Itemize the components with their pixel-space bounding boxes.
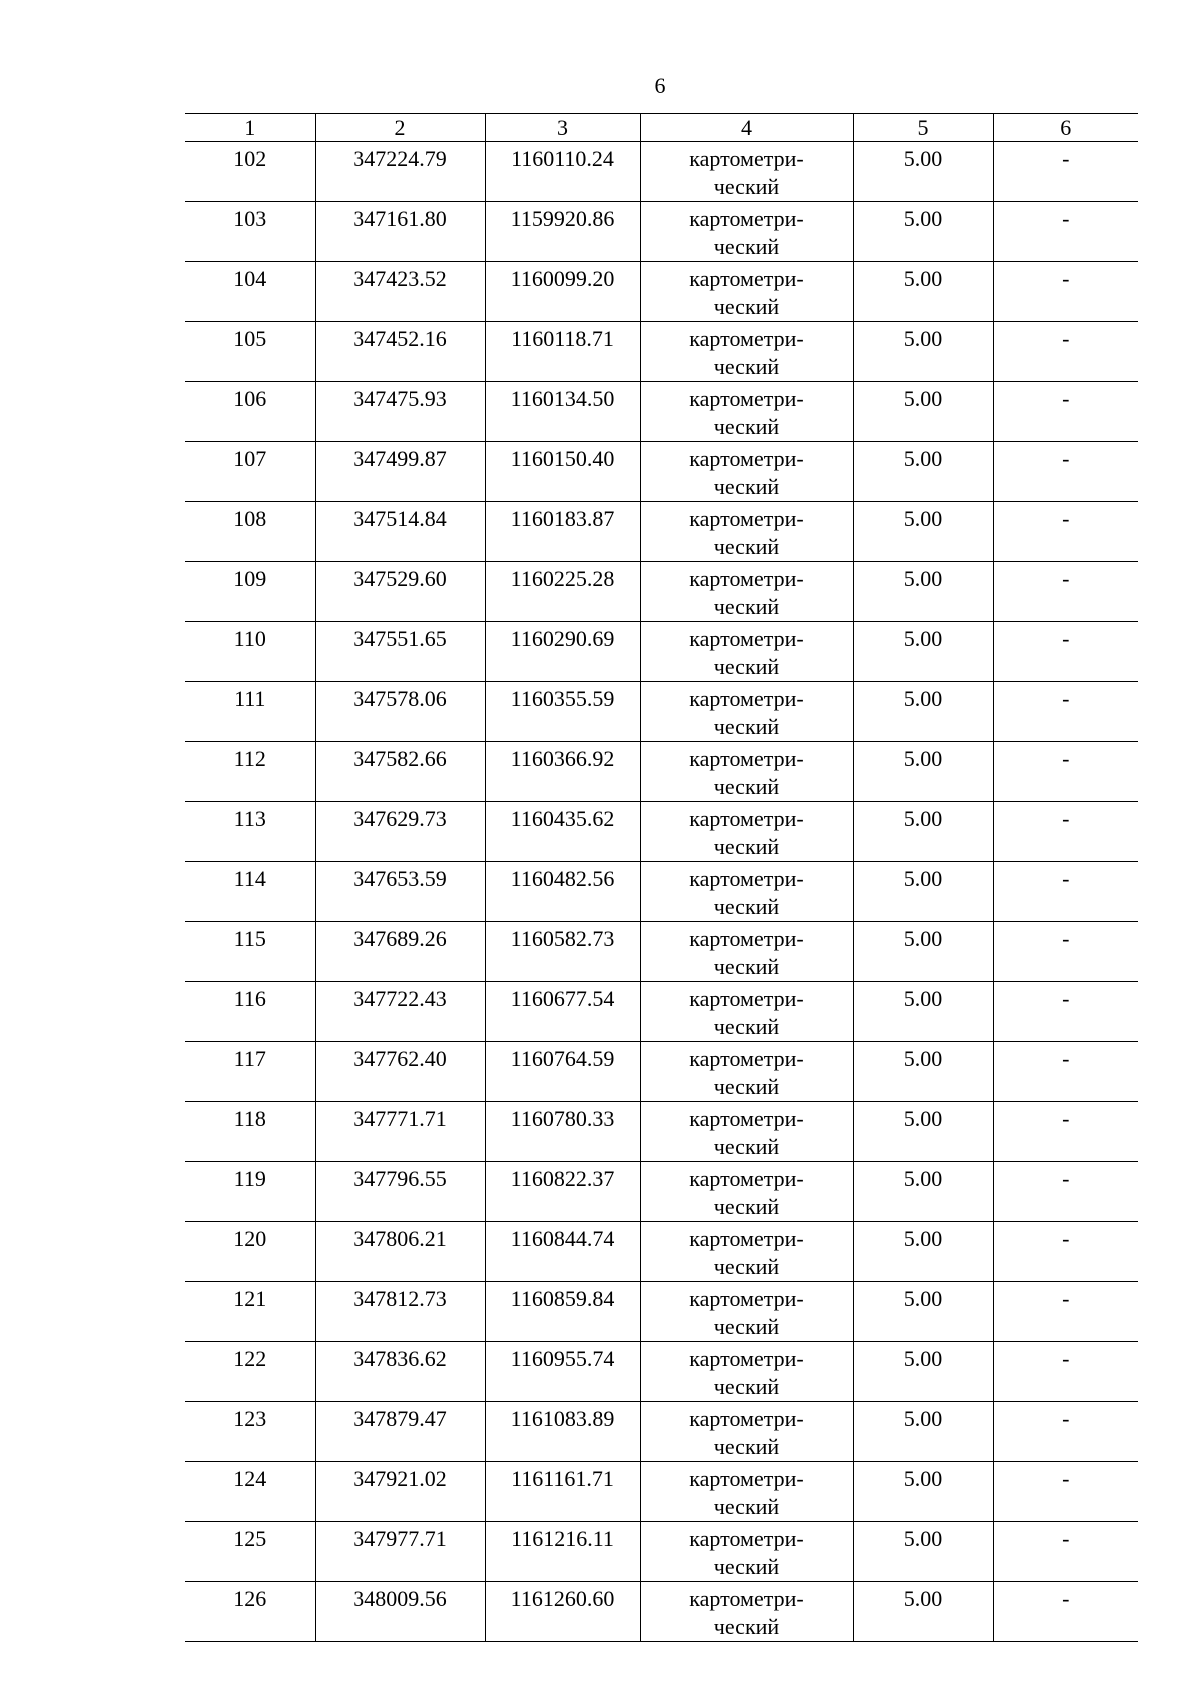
point-number-cell: 117 — [185, 1042, 315, 1102]
method-line-2: ческий — [713, 1494, 780, 1519]
table-row — [185, 262, 1138, 322]
method-line-1: картометри- — [689, 746, 804, 771]
method-line-2: ческий — [713, 594, 780, 619]
method-cell — [640, 1522, 853, 1582]
accuracy-cell: 5.00 — [853, 862, 993, 922]
y-coordinate-cell: 1160118.71 — [485, 322, 640, 382]
table-row — [185, 142, 1138, 202]
column-header: 1 — [185, 114, 315, 142]
method-cell — [640, 262, 853, 322]
method-cell — [640, 1342, 853, 1402]
point-number-cell: 113 — [185, 802, 315, 862]
table-row — [185, 202, 1138, 262]
x-coordinate-cell: 347514.84 — [315, 502, 485, 562]
method-line-1: картометри- — [689, 1466, 804, 1491]
point-number-cell: 122 — [185, 1342, 315, 1402]
accuracy-cell: 5.00 — [853, 682, 993, 742]
x-coordinate-cell: 347812.73 — [315, 1282, 485, 1342]
method-line-2: ческий — [713, 1434, 780, 1459]
note-cell: - — [993, 802, 1138, 862]
note-cell: - — [993, 982, 1138, 1042]
note-cell: - — [993, 862, 1138, 922]
method-line-2: ческий — [713, 294, 780, 319]
table-row — [185, 742, 1138, 802]
method-line-1: картометри- — [689, 266, 804, 291]
method-line-2: ческий — [713, 1314, 780, 1339]
point-number-cell: 124 — [185, 1462, 315, 1522]
method-cell — [640, 742, 853, 802]
method-cell — [640, 862, 853, 922]
table-row — [185, 1222, 1138, 1282]
method-cell — [640, 442, 853, 502]
accuracy-cell: 5.00 — [853, 1402, 993, 1462]
y-coordinate-cell: 1160355.59 — [485, 682, 640, 742]
method-line-1: картометри- — [689, 806, 804, 831]
column-header: 2 — [315, 114, 485, 142]
x-coordinate-cell: 347921.02 — [315, 1462, 485, 1522]
note-cell: - — [993, 1102, 1138, 1162]
x-coordinate-cell: 347796.55 — [315, 1162, 485, 1222]
note-cell: - — [993, 262, 1138, 322]
table-row — [185, 562, 1138, 622]
table-row — [185, 382, 1138, 442]
method-line-1: картометри- — [689, 986, 804, 1011]
method-line-1: картометри- — [689, 1166, 804, 1191]
point-number-cell: 115 — [185, 922, 315, 982]
accuracy-cell: 5.00 — [853, 562, 993, 622]
point-number-cell: 126 — [185, 1582, 315, 1642]
y-coordinate-cell: 1159920.86 — [485, 202, 640, 262]
note-cell: - — [993, 742, 1138, 802]
table-row — [185, 1522, 1138, 1582]
table-row — [185, 922, 1138, 982]
point-number-cell: 125 — [185, 1522, 315, 1582]
note-cell: - — [993, 1222, 1138, 1282]
point-number-cell: 103 — [185, 202, 315, 262]
method-line-2: ческий — [713, 714, 780, 739]
method-line-2: ческий — [713, 1074, 780, 1099]
method-line-2: ческий — [713, 534, 780, 559]
note-cell: - — [993, 202, 1138, 262]
table-row — [185, 322, 1138, 382]
y-coordinate-cell: 1160150.40 — [485, 442, 640, 502]
method-cell — [640, 322, 853, 382]
method-cell — [640, 1222, 853, 1282]
y-coordinate-cell: 1161216.11 — [485, 1522, 640, 1582]
method-line-2: ческий — [713, 1134, 780, 1159]
method-line-1: картометри- — [689, 1406, 804, 1431]
y-coordinate-cell: 1160955.74 — [485, 1342, 640, 1402]
x-coordinate-cell: 347629.73 — [315, 802, 485, 862]
note-cell: - — [993, 142, 1138, 202]
x-coordinate-cell: 347977.71 — [315, 1522, 485, 1582]
method-cell — [640, 682, 853, 742]
method-line-1: картометри- — [689, 386, 804, 411]
x-coordinate-cell: 348009.56 — [315, 1582, 485, 1642]
method-cell — [640, 562, 853, 622]
method-line-1: картометри- — [689, 926, 804, 951]
method-cell — [640, 922, 853, 982]
method-cell — [640, 1582, 853, 1642]
accuracy-cell: 5.00 — [853, 262, 993, 322]
accuracy-cell: 5.00 — [853, 442, 993, 502]
x-coordinate-cell: 347722.43 — [315, 982, 485, 1042]
note-cell: - — [993, 1342, 1138, 1402]
method-line-2: ческий — [713, 414, 780, 439]
y-coordinate-cell: 1161260.60 — [485, 1582, 640, 1642]
table-body — [185, 142, 1138, 1642]
x-coordinate-cell: 347836.62 — [315, 1342, 485, 1402]
x-coordinate-cell: 347762.40 — [315, 1042, 485, 1102]
accuracy-cell: 5.00 — [853, 142, 993, 202]
y-coordinate-cell: 1160366.92 — [485, 742, 640, 802]
point-number-cell: 108 — [185, 502, 315, 562]
y-coordinate-cell: 1160482.56 — [485, 862, 640, 922]
note-cell: - — [993, 1402, 1138, 1462]
method-line-1: картометри- — [689, 326, 804, 351]
x-coordinate-cell: 347653.59 — [315, 862, 485, 922]
method-line-2: ческий — [713, 1194, 780, 1219]
page-number: 6 — [654, 73, 666, 98]
method-line-2: ческий — [713, 1554, 780, 1579]
note-cell: - — [993, 1162, 1138, 1222]
accuracy-cell: 5.00 — [853, 1102, 993, 1162]
method-line-2: ческий — [713, 1614, 780, 1639]
method-cell — [640, 1102, 853, 1162]
point-number-cell: 105 — [185, 322, 315, 382]
method-line-1: картометри- — [689, 866, 804, 891]
method-line-1: картометри- — [689, 206, 804, 231]
coordinates-table — [185, 113, 1138, 1642]
note-cell: - — [993, 682, 1138, 742]
method-line-1: картометри- — [689, 566, 804, 591]
point-number-cell: 109 — [185, 562, 315, 622]
y-coordinate-cell: 1160110.24 — [485, 142, 640, 202]
method-line-2: ческий — [713, 894, 780, 919]
table-row — [185, 1042, 1138, 1102]
accuracy-cell: 5.00 — [853, 1042, 993, 1102]
table-header-row — [185, 114, 1138, 142]
accuracy-cell: 5.00 — [853, 1282, 993, 1342]
y-coordinate-cell: 1160859.84 — [485, 1282, 640, 1342]
point-number-cell: 121 — [185, 1282, 315, 1342]
point-number-cell: 106 — [185, 382, 315, 442]
y-coordinate-cell: 1160822.37 — [485, 1162, 640, 1222]
method-cell — [640, 622, 853, 682]
point-number-cell: 111 — [185, 682, 315, 742]
x-coordinate-cell: 347582.66 — [315, 742, 485, 802]
x-coordinate-cell: 347499.87 — [315, 442, 485, 502]
method-line-1: картометри- — [689, 506, 804, 531]
y-coordinate-cell: 1160099.20 — [485, 262, 640, 322]
y-coordinate-cell: 1160844.74 — [485, 1222, 640, 1282]
method-cell — [640, 1402, 853, 1462]
accuracy-cell: 5.00 — [853, 502, 993, 562]
table-row — [185, 1582, 1138, 1642]
method-line-1: картометри- — [689, 1586, 804, 1611]
method-line-1: картометри- — [689, 1346, 804, 1371]
table-row — [185, 1282, 1138, 1342]
method-cell — [640, 382, 853, 442]
method-line-2: ческий — [713, 474, 780, 499]
accuracy-cell: 5.00 — [853, 922, 993, 982]
method-line-2: ческий — [713, 174, 780, 199]
accuracy-cell: 5.00 — [853, 1342, 993, 1402]
note-cell: - — [993, 1522, 1138, 1582]
method-line-2: ческий — [713, 1014, 780, 1039]
point-number-cell: 112 — [185, 742, 315, 802]
x-coordinate-cell: 347452.16 — [315, 322, 485, 382]
column-header: 3 — [485, 114, 640, 142]
method-line-1: картометри- — [689, 626, 804, 651]
table-row — [185, 1102, 1138, 1162]
note-cell: - — [993, 382, 1138, 442]
note-cell: - — [993, 502, 1138, 562]
accuracy-cell: 5.00 — [853, 622, 993, 682]
point-number-cell: 114 — [185, 862, 315, 922]
x-coordinate-cell: 347806.21 — [315, 1222, 485, 1282]
x-coordinate-cell: 347771.71 — [315, 1102, 485, 1162]
table-row — [185, 982, 1138, 1042]
table-row — [185, 1162, 1138, 1222]
method-line-2: ческий — [713, 1254, 780, 1279]
point-number-cell: 104 — [185, 262, 315, 322]
column-header: 4 — [640, 114, 853, 142]
column-header: 5 — [853, 114, 993, 142]
y-coordinate-cell: 1160677.54 — [485, 982, 640, 1042]
note-cell: - — [993, 1042, 1138, 1102]
note-cell: - — [993, 562, 1138, 622]
accuracy-cell: 5.00 — [853, 322, 993, 382]
y-coordinate-cell: 1161161.71 — [485, 1462, 640, 1522]
note-cell: - — [993, 1462, 1138, 1522]
accuracy-cell: 5.00 — [853, 1222, 993, 1282]
method-line-1: картометри- — [689, 686, 804, 711]
x-coordinate-cell: 347578.06 — [315, 682, 485, 742]
y-coordinate-cell: 1160435.62 — [485, 802, 640, 862]
y-coordinate-cell: 1160290.69 — [485, 622, 640, 682]
method-line-1: картометри- — [689, 146, 804, 171]
point-number-cell: 120 — [185, 1222, 315, 1282]
accuracy-cell: 5.00 — [853, 382, 993, 442]
x-coordinate-cell: 347224.79 — [315, 142, 485, 202]
point-number-cell: 119 — [185, 1162, 315, 1222]
method-cell — [640, 982, 853, 1042]
method-line-1: картометри- — [689, 1286, 804, 1311]
point-number-cell: 118 — [185, 1102, 315, 1162]
accuracy-cell: 5.00 — [853, 1162, 993, 1222]
method-cell — [640, 142, 853, 202]
accuracy-cell: 5.00 — [853, 802, 993, 862]
accuracy-cell: 5.00 — [853, 742, 993, 802]
table-row — [185, 682, 1138, 742]
x-coordinate-cell: 347879.47 — [315, 1402, 485, 1462]
accuracy-cell: 5.00 — [853, 202, 993, 262]
method-line-1: картометри- — [689, 1226, 804, 1251]
x-coordinate-cell: 347423.52 — [315, 262, 485, 322]
table-row — [185, 622, 1138, 682]
accuracy-cell: 5.00 — [853, 1522, 993, 1582]
method-line-1: картометри- — [689, 1526, 804, 1551]
method-line-2: ческий — [713, 834, 780, 859]
accuracy-cell: 5.00 — [853, 1462, 993, 1522]
note-cell: - — [993, 322, 1138, 382]
y-coordinate-cell: 1160764.59 — [485, 1042, 640, 1102]
x-coordinate-cell: 347475.93 — [315, 382, 485, 442]
y-coordinate-cell: 1160183.87 — [485, 502, 640, 562]
accuracy-cell: 5.00 — [853, 1582, 993, 1642]
method-line-2: ческий — [713, 354, 780, 379]
method-line-2: ческий — [713, 654, 780, 679]
point-number-cell: 107 — [185, 442, 315, 502]
point-number-cell: 116 — [185, 982, 315, 1042]
table-row — [185, 442, 1138, 502]
accuracy-cell: 5.00 — [853, 982, 993, 1042]
method-line-1: картометри- — [689, 446, 804, 471]
note-cell: - — [993, 1282, 1138, 1342]
x-coordinate-cell: 347161.80 — [315, 202, 485, 262]
y-coordinate-cell: 1160134.50 — [485, 382, 640, 442]
x-coordinate-cell: 347551.65 — [315, 622, 485, 682]
note-cell: - — [993, 442, 1138, 502]
table-row — [185, 1402, 1138, 1462]
x-coordinate-cell: 347689.26 — [315, 922, 485, 982]
method-cell — [640, 502, 853, 562]
method-line-2: ческий — [713, 234, 780, 259]
method-line-2: ческий — [713, 774, 780, 799]
method-cell — [640, 1162, 853, 1222]
table-row — [185, 502, 1138, 562]
table-row — [185, 1462, 1138, 1522]
point-number-cell: 123 — [185, 1402, 315, 1462]
method-cell — [640, 802, 853, 862]
point-number-cell: 102 — [185, 142, 315, 202]
table-row — [185, 862, 1138, 922]
note-cell: - — [993, 922, 1138, 982]
y-coordinate-cell: 1161083.89 — [485, 1402, 640, 1462]
method-line-2: ческий — [713, 954, 780, 979]
table-row — [185, 1342, 1138, 1402]
column-header: 6 — [993, 114, 1138, 142]
y-coordinate-cell: 1160225.28 — [485, 562, 640, 622]
method-cell — [640, 1282, 853, 1342]
method-cell — [640, 1042, 853, 1102]
note-cell: - — [993, 622, 1138, 682]
point-number-cell: 110 — [185, 622, 315, 682]
y-coordinate-cell: 1160582.73 — [485, 922, 640, 982]
y-coordinate-cell: 1160780.33 — [485, 1102, 640, 1162]
method-line-2: ческий — [713, 1374, 780, 1399]
note-cell: - — [993, 1582, 1138, 1642]
table-row — [185, 802, 1138, 862]
method-cell — [640, 202, 853, 262]
method-line-1: картометри- — [689, 1106, 804, 1131]
method-cell — [640, 1462, 853, 1522]
x-coordinate-cell: 347529.60 — [315, 562, 485, 622]
method-line-1: картометри- — [689, 1046, 804, 1071]
